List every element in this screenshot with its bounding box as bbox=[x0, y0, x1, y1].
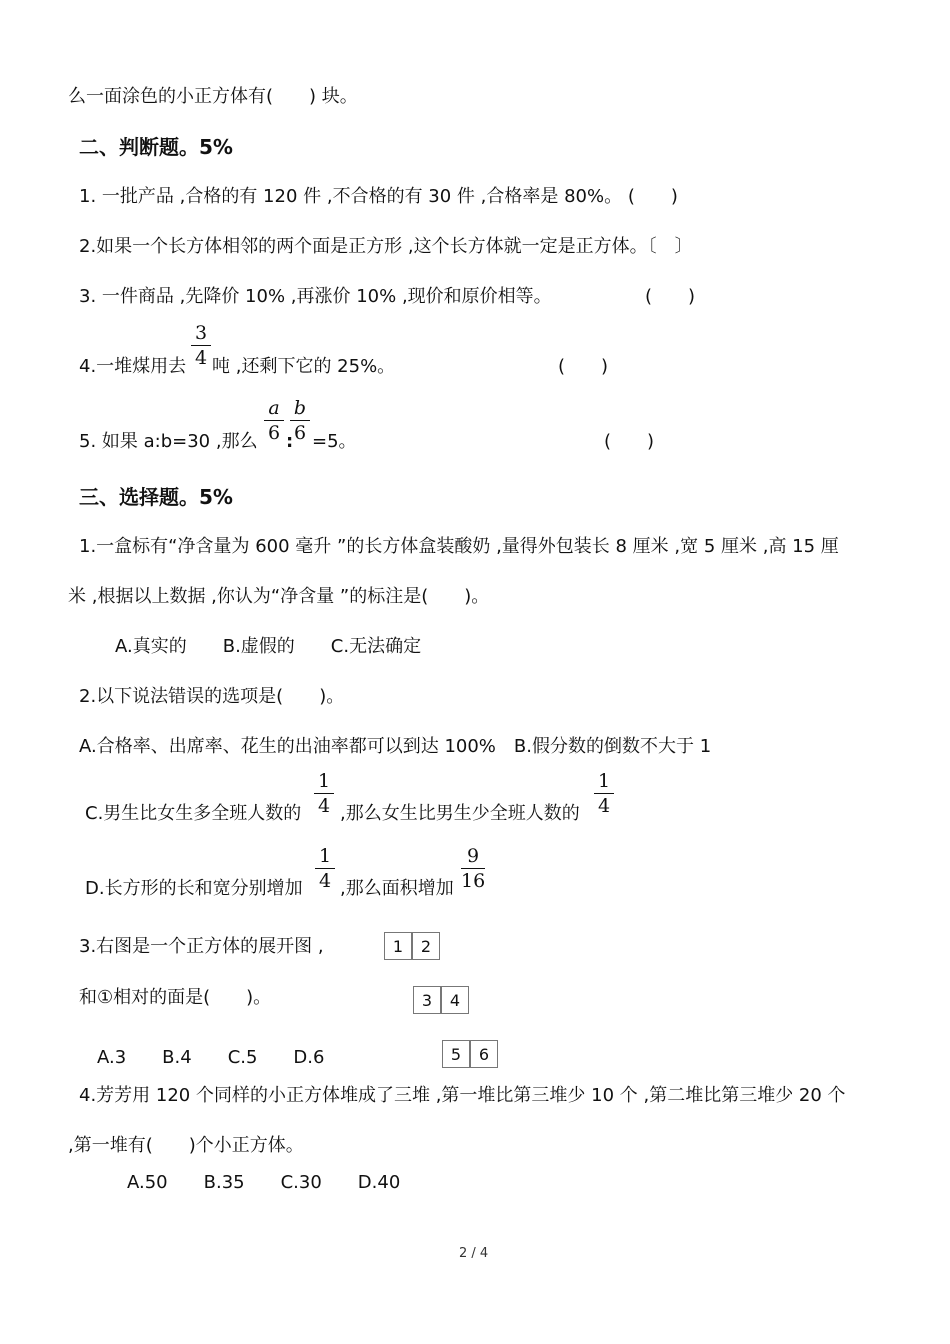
choice-q2-option-d-pre: D.长方形的长和宽分别增加 bbox=[85, 878, 303, 899]
net-cell-1: 1 bbox=[384, 932, 412, 960]
fraction-bar bbox=[264, 420, 284, 421]
fraction-denominator: 6 bbox=[293, 422, 307, 444]
judge-q4-pre: 4.一堆煤用去 bbox=[79, 356, 187, 377]
fraction-numerator: 1 bbox=[597, 770, 611, 792]
net-cell-3: 3 bbox=[413, 986, 441, 1014]
choice-q2-d-fraction-1 bbox=[315, 845, 335, 892]
choice-q1-line2: 米 ,根据以上数据 ,你认为“净含量 ”的标注是( )。 bbox=[68, 586, 490, 607]
choice-q2-option-c-mid: ,那么女生比男生少全班人数的 bbox=[340, 803, 580, 824]
fraction-bar bbox=[315, 868, 335, 869]
judge-q5-post: =5。 bbox=[312, 431, 357, 452]
judge-q1: 1. 一批产品 ,合格的有 120 件 ,不合格的有 30 件 ,合格率是 80%。 ( ) bbox=[79, 186, 678, 207]
fraction-denominator: 6 bbox=[267, 422, 281, 444]
section-3-title: 三、选择题。5% bbox=[79, 485, 233, 509]
fraction-numerator: 3 bbox=[194, 322, 208, 344]
choice-q4-line2: ,第一堆有( )个小正方体。 bbox=[68, 1135, 304, 1156]
judge-q5-fraction-b bbox=[290, 397, 310, 444]
choice-q2-option-d-mid: ,那么面积增加 bbox=[340, 878, 454, 899]
fraction-bar bbox=[290, 420, 310, 421]
fraction-denominator: 16 bbox=[461, 870, 486, 892]
judge-q5-blank: ( ) bbox=[604, 431, 655, 452]
fraction-denominator: 4 bbox=[194, 347, 208, 369]
choice-q3-options: A.3 B.4 C.5 D.6 bbox=[97, 1047, 325, 1068]
choice-q2-c-fraction-1 bbox=[314, 770, 334, 817]
choice-q2-option-c-pre: C.男生比女生多全班人数的 bbox=[85, 803, 302, 824]
judge-q3: 3. 一件商品 ,先降价 10% ,再涨价 10% ,现价和原价相等。 bbox=[79, 286, 552, 307]
net-cell-4: 4 bbox=[441, 986, 469, 1014]
choice-q4-line1: 4.芳芳用 120 个同样的小正方体堆成了三堆 ,第一堆比第三堆少 10 个 ,第二堆比第三堆少 20 个 bbox=[79, 1085, 846, 1106]
choice-q1-options: A.真实的 B.虚假的 C.无法确定 bbox=[115, 636, 422, 657]
page-number: 2 / 4 bbox=[459, 1246, 489, 1261]
judge-q4-blank: ( ) bbox=[558, 356, 609, 377]
fraction-bar bbox=[461, 868, 485, 869]
fraction-bar bbox=[594, 793, 614, 794]
fraction-denominator: 4 bbox=[317, 795, 331, 817]
section-2-title: 二、判断题。5% bbox=[79, 135, 233, 159]
net-cell-2: 2 bbox=[412, 932, 440, 960]
fraction-bar bbox=[314, 793, 334, 794]
net-cell-5: 5 bbox=[442, 1040, 470, 1068]
fraction-denominator: 4 bbox=[318, 870, 332, 892]
fraction-numerator: 1 bbox=[318, 845, 332, 867]
judge-q2: 2.如果一个长方体相邻的两个面是正方形 ,这个长方体就一定是正方体。〔 〕 bbox=[79, 236, 693, 257]
choice-q2-options-ab: A.合格率、出席率、花生的出油率都可以到达 100% B.假分数的倒数不大于 1 bbox=[79, 736, 712, 757]
fraction-denominator: 4 bbox=[597, 795, 611, 817]
judge-q5-fraction-a bbox=[264, 397, 284, 444]
net-cell-6: 6 bbox=[470, 1040, 498, 1068]
fraction-numerator: b bbox=[293, 397, 307, 419]
choice-q2-d-fraction-2 bbox=[461, 845, 485, 892]
fraction-bar bbox=[191, 345, 211, 346]
judge-q5-colon: : bbox=[286, 431, 294, 452]
fraction-numerator: a bbox=[268, 397, 280, 419]
continued-question-line: 么一面涂色的小正方体有( ) 块。 bbox=[68, 86, 358, 107]
judge-q4-fraction bbox=[191, 322, 211, 369]
choice-q3-line2: 和①相对的面是( )。 bbox=[79, 987, 272, 1008]
judge-q4-post: 吨 ,还剩下它的 25%。 bbox=[212, 356, 396, 377]
choice-q2-stem: 2.以下说法错误的选项是( )。 bbox=[79, 686, 345, 707]
choice-q2-c-fraction-2 bbox=[594, 770, 614, 817]
judge-q3-blank: ( ) bbox=[645, 286, 696, 307]
choice-q4-options: A.50 B.35 C.30 D.40 bbox=[127, 1172, 401, 1193]
choice-q1-line1: 1.一盒标有“净含量为 600 毫升 ”的长方体盒装酸奶 ,量得外包装长 8 厘米 ,宽 5 厘米 ,高 15 厘 bbox=[79, 536, 839, 557]
fraction-numerator: 1 bbox=[317, 770, 331, 792]
choice-q3-line1: 3.右图是一个正方体的展开图 , bbox=[79, 936, 324, 957]
judge-q5-pre: 5. 如果 a:b=30 ,那么 bbox=[79, 431, 258, 452]
fraction-numerator: 9 bbox=[466, 845, 480, 867]
